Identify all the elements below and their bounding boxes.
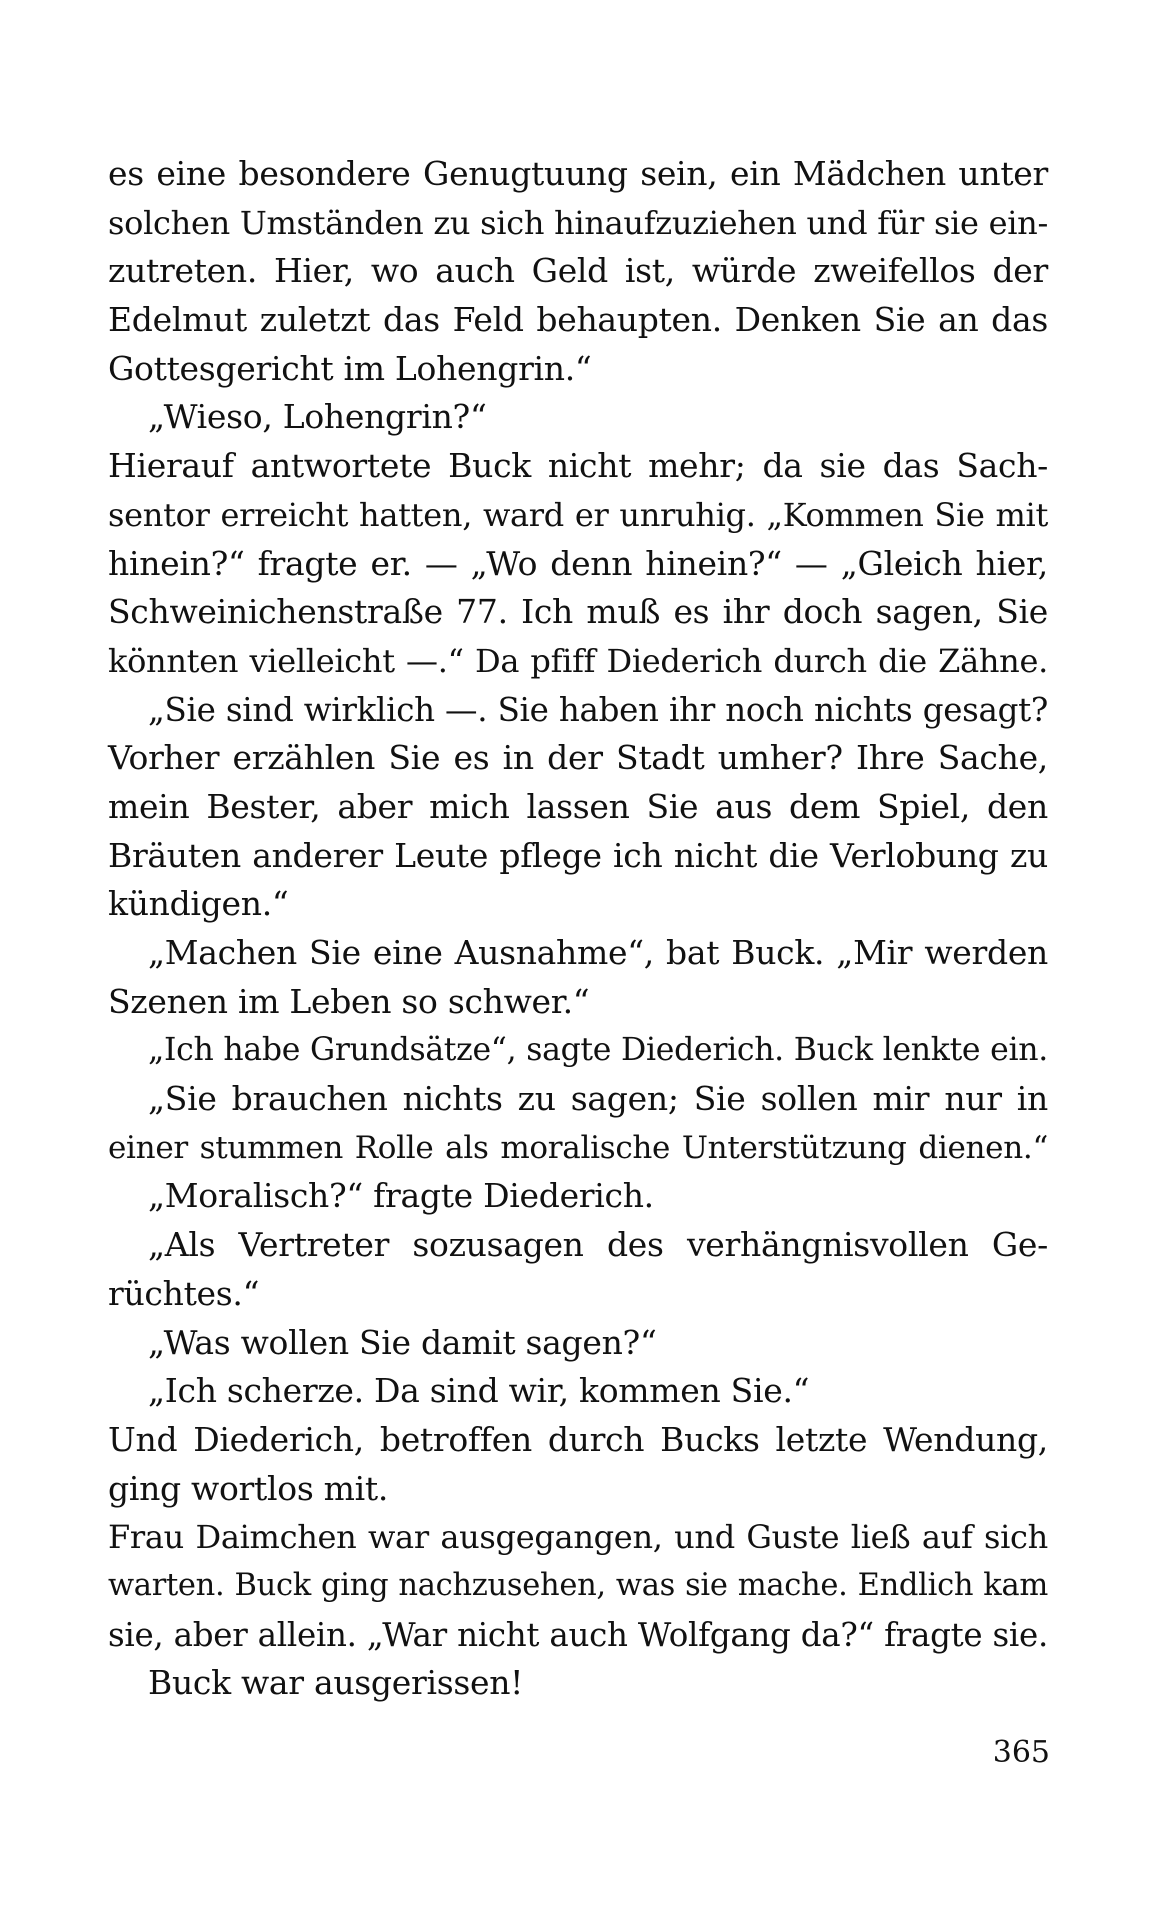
text-line: kündigen.“	[108, 884, 289, 924]
text-line: solchen Umständen zu sich hinaufzuziehen und für sie ein-	[108, 203, 1048, 242]
text-line: sie, aber allein. „War nicht auch Wolfgang da?“ fragte sie.	[108, 1615, 1048, 1654]
text-line: „Wieso, Lohengrin?“	[148, 397, 487, 437]
text-line: rüchtes.“	[108, 1273, 260, 1313]
text-line: warten. Buck ging nachzusehen, was sie mache. Endlich kam	[108, 1567, 1048, 1603]
text-line: einer stummen Rolle als moralische Unterstützung dienen.“	[108, 1129, 1048, 1166]
body-text	[108, 150, 1048, 1708]
text-line: hinein?“ fragte er. — „Wo denn hinein?“ — „Gleich hier,	[108, 543, 1048, 583]
text-line: zutreten. Hier, wo auch Geld ist, würde zweifellos der	[108, 251, 1048, 291]
text-line: „Sie sind wirklich —. Sie haben ihr noch nichts gesagt?	[148, 690, 1048, 729]
text-line: „Machen Sie eine Ausnahme“, bat Buck. „Mir werden	[148, 933, 1048, 972]
text-line: „Ich scherze. Da sind wir, kommen Sie.“	[148, 1371, 810, 1411]
text-line: könnten vielleicht —.“ Da pfiff Diederich durch die Zähne.	[108, 641, 1048, 680]
text-line: „Moralisch?“ fragte Diederich.	[148, 1176, 654, 1216]
text-line: mein Bester, aber mich lassen Sie aus dem Spiel, den	[108, 786, 1048, 826]
text-line: Frau Daimchen war ausgegangen, und Guste ließ auf sich	[108, 1518, 1048, 1557]
text-line: Vorher erzählen Sie es in der Stadt umher? Ihre Sache,	[108, 738, 1048, 778]
text-line: ging wortlos mit.	[108, 1468, 389, 1508]
text-line: Szenen im Leben so schwer.“	[108, 981, 590, 1021]
text-line: Buck war ausgerissen!	[148, 1663, 524, 1703]
text-line: es eine besondere Genugtuung sein, ein Mädchen unter	[108, 154, 1048, 193]
text-line: Hierauf antwortete Buck nicht mehr; da sie das Sach-	[108, 446, 1048, 486]
text-line: Und Diederich, betroffen durch Bucks letzte Wendung,	[108, 1419, 1048, 1459]
text-line: Edelmut zuletzt das Feld behaupten. Denken Sie an das	[108, 300, 1048, 340]
text-line: Schweinichenstraße 77. Ich muß es ihr doch sagen, Sie	[108, 592, 1048, 632]
text-line: Bräuten anderer Leute pflege ich nicht die Verlobung zu	[108, 835, 1048, 875]
page-number: 365	[992, 1735, 1050, 1770]
text-line: „Sie brauchen nichts zu sagen; Sie sollen mir nur in	[148, 1079, 1048, 1119]
text-line: „Als Vertreter sozusagen des verhängnisvollen Ge-	[148, 1225, 1048, 1265]
text-line: „Was wollen Sie damit sagen?“	[148, 1322, 657, 1362]
text-line: sentor erreicht hatten, ward er unruhig. „Kommen Sie mit	[108, 495, 1048, 534]
text-line: Gottesgericht im Lohengrin.“	[108, 348, 592, 388]
text-line: „Ich habe Grundsätze“, sagte Diederich. Buck lenkte ein.	[148, 1032, 1048, 1069]
